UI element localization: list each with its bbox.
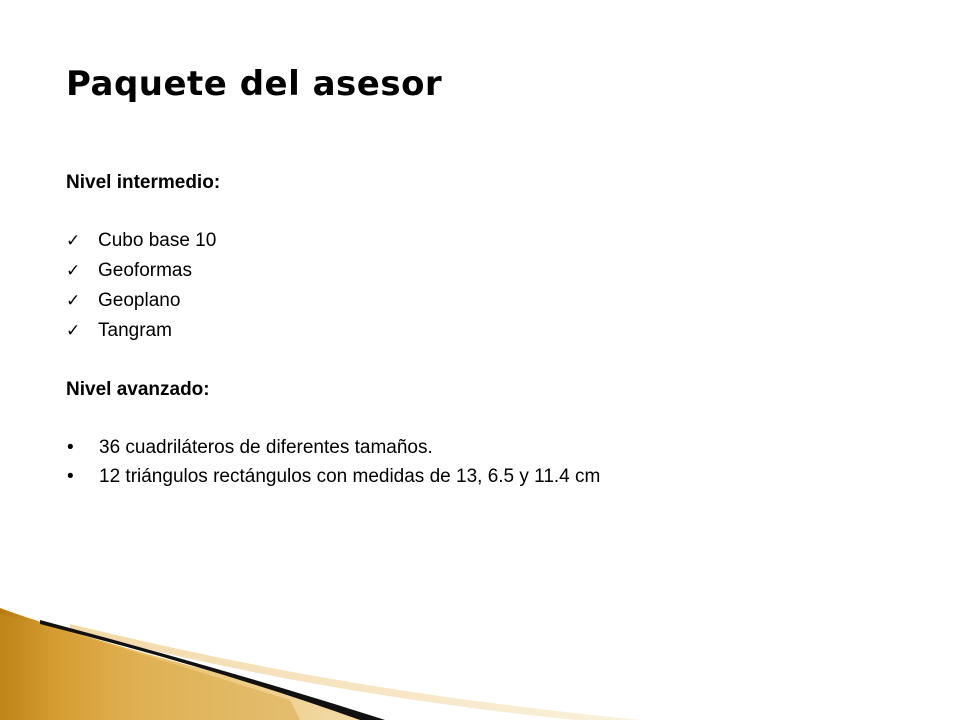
list-item-text: Cubo base 10 [98, 230, 217, 251]
intermediate-list [66, 226, 886, 346]
bullet-icon: • [67, 437, 74, 458]
bullet-icon: • [67, 466, 74, 487]
list-item-text: 36 cuadriláteros de diferentes tamaños. [99, 437, 433, 458]
list-item-text: Geoformas [98, 260, 192, 281]
checkmark-icon: ✓ [66, 291, 81, 311]
checkmark-icon: ✓ [66, 321, 81, 341]
advanced-heading: Nivel avanzado: [66, 379, 210, 400]
list-item [66, 316, 886, 346]
spacer [66, 404, 886, 433]
list-item [66, 226, 886, 256]
list-item [66, 286, 886, 316]
advanced-list [66, 433, 886, 491]
spacer [66, 197, 886, 226]
spacer [66, 346, 886, 375]
slide-body [66, 168, 886, 491]
list-item [66, 256, 886, 286]
checkmark-icon: ✓ [66, 261, 81, 281]
list-item [66, 462, 886, 491]
list-item [66, 433, 886, 462]
slide-title: Paquete del asesor [66, 64, 443, 104]
list-item-text: Geoplano [98, 290, 181, 311]
list-item-text: Tangram [98, 320, 172, 341]
checkmark-icon: ✓ [66, 231, 81, 251]
intermediate-heading: Nivel intermedio: [66, 172, 221, 193]
decorative-swoosh [0, 600, 960, 720]
list-item-text: 12 triángulos rectángulos con medidas de 13, 6.5 y 11.4 cm [99, 466, 601, 487]
